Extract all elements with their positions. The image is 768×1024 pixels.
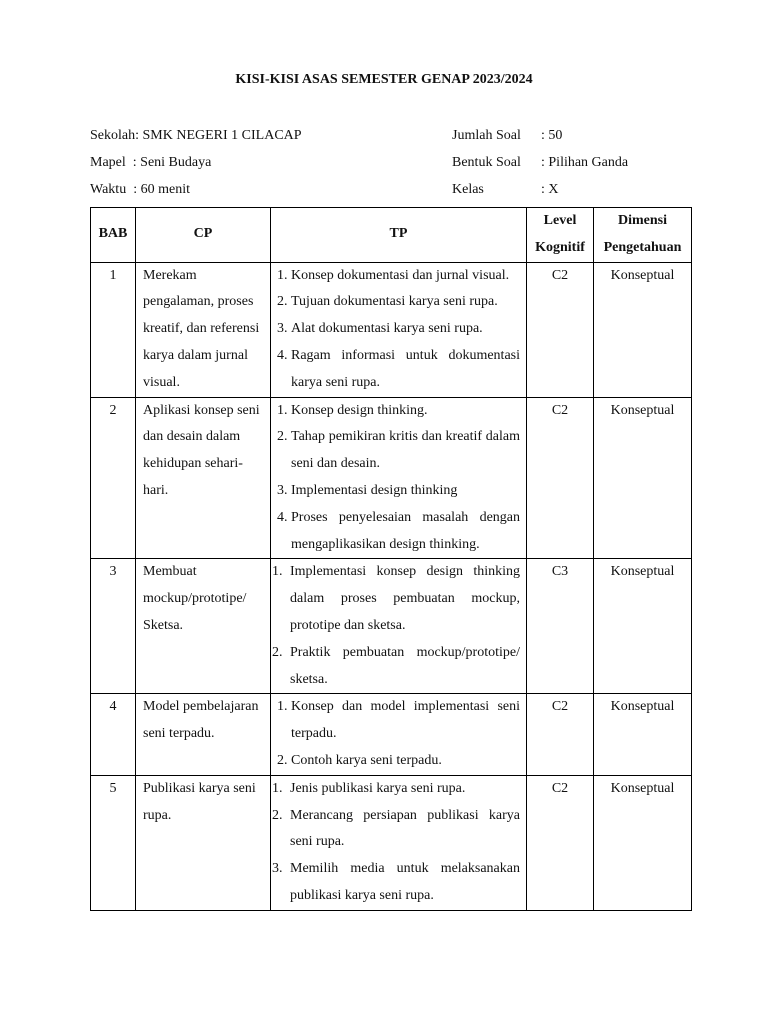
tp-item: Konsep design thinking. (291, 402, 428, 418)
header-dimensi-line2: Pengetahuan (603, 239, 682, 255)
cp-cell: Merekam pengalaman, proses kreatif, dan referensi karya dalam jurnal visual. (136, 262, 271, 397)
kelas-value: : X (541, 182, 559, 197)
level-cell: C2 (527, 262, 594, 397)
info-kelas (452, 176, 628, 203)
tp-cell (271, 262, 527, 397)
dimensi-cell: Konseptual (594, 559, 692, 694)
tp-item: Alat dokumentasi karya seni rupa. (291, 321, 483, 337)
cp-cell: Membuat mockup/prototipe/ Sketsa. (136, 559, 271, 694)
tp-list (272, 559, 520, 693)
kelas-label: Kelas (452, 182, 484, 197)
tp-item: Konsep dan model implementasi seni terpadu. (291, 699, 520, 742)
table-row (91, 775, 692, 910)
dimensi-cell: Konseptual (594, 262, 692, 397)
tp-item: Proses penyelesaian masalah dengan mengaplikasikan design thinking. (291, 509, 520, 552)
tp-item: Memilih media untuk melaksanakan publikasi karya seni rupa. (290, 861, 520, 903)
dimensi-cell: Konseptual (594, 775, 692, 910)
tp-list (277, 694, 520, 774)
level-cell: C2 (527, 775, 594, 910)
tp-cell (271, 559, 527, 694)
tp-cell (271, 397, 527, 559)
tp-item: Merancang persiapan publikasi karya seni rupa. (290, 807, 520, 850)
info-sekolah: Sekolah: SMK NEGERI 1 CILACAP (90, 128, 302, 143)
table-header-row (91, 208, 692, 263)
info-bentuk (452, 149, 628, 176)
tp-item: Ragam informasi untuk dokumentasi karya seni rupa. (291, 347, 520, 390)
tp-item: Konsep dokumentasi dan jurnal visual. (291, 267, 510, 283)
level-cell: C2 (527, 397, 594, 559)
tp-list (277, 263, 520, 397)
tp-item: Jenis publikasi karya seni rupa. (290, 780, 466, 796)
table-row (91, 397, 692, 559)
table-row (91, 262, 692, 397)
jumlah-label: Jumlah Soal (452, 128, 521, 143)
tp-list (272, 776, 520, 910)
info-left (90, 122, 302, 203)
header-level-line1: Level (543, 213, 577, 228)
header-cp: CP (136, 208, 271, 263)
bab-cell: 4 (91, 694, 136, 775)
bab-cell: 3 (91, 559, 136, 694)
header-level-line2: Kognitif (535, 239, 585, 255)
info-jumlah (452, 122, 628, 149)
tp-item: Tahap pemikiran kritis dan kreatif dalam seni dan desain. (291, 429, 520, 472)
tp-item: Praktik pembuatan mockup/prototipe/ sketsa. (290, 644, 520, 687)
tp-item: Contoh karya seni terpadu. (291, 752, 442, 768)
tp-cell (271, 775, 527, 910)
header-dimensi-line1: Dimensi (618, 213, 667, 228)
bab-cell: 2 (91, 397, 136, 559)
kisi-kisi-table (90, 207, 692, 911)
bab-cell: 5 (91, 775, 136, 910)
page-title: KISI-KISI ASAS SEMESTER GENAP 2023/2024 (235, 72, 533, 87)
header-bab: BAB (91, 208, 136, 263)
cp-cell: Model pembelajaran seni terpadu. (136, 694, 271, 775)
table-row (91, 694, 692, 775)
header-level (527, 208, 594, 263)
tp-list (277, 398, 520, 559)
bentuk-label: Bentuk Soal (452, 155, 521, 170)
info-right (452, 122, 628, 203)
header-tp: TP (271, 208, 527, 263)
tp-item: Implementasi konsep design thinking dalam proses pembuatan mockup, prototipe dan sketsa. (290, 564, 520, 633)
bentuk-value: : Pilihan Ganda (541, 155, 629, 170)
bab-cell: 1 (91, 262, 136, 397)
level-cell: C3 (527, 559, 594, 694)
cp-cell: Publikasi karya seni rupa. (136, 775, 271, 910)
tp-item: Tujuan dokumentasi karya seni rupa. (291, 294, 498, 310)
tp-item: Implementasi design thinking (291, 482, 458, 498)
header-dimensi (594, 208, 692, 263)
table-row (91, 559, 692, 694)
tp-cell (271, 694, 527, 775)
cp-cell: Aplikasi konsep seni dan desain dalam kehidupan sehari-hari. (136, 397, 271, 559)
jumlah-value: : 50 (541, 128, 563, 143)
info-mapel: Mapel : Seni Budaya (90, 155, 212, 170)
level-cell: C2 (527, 694, 594, 775)
dimensi-cell: Konseptual (594, 397, 692, 559)
dimensi-cell: Konseptual (594, 694, 692, 775)
info-waktu: Waktu : 60 menit (90, 182, 190, 197)
